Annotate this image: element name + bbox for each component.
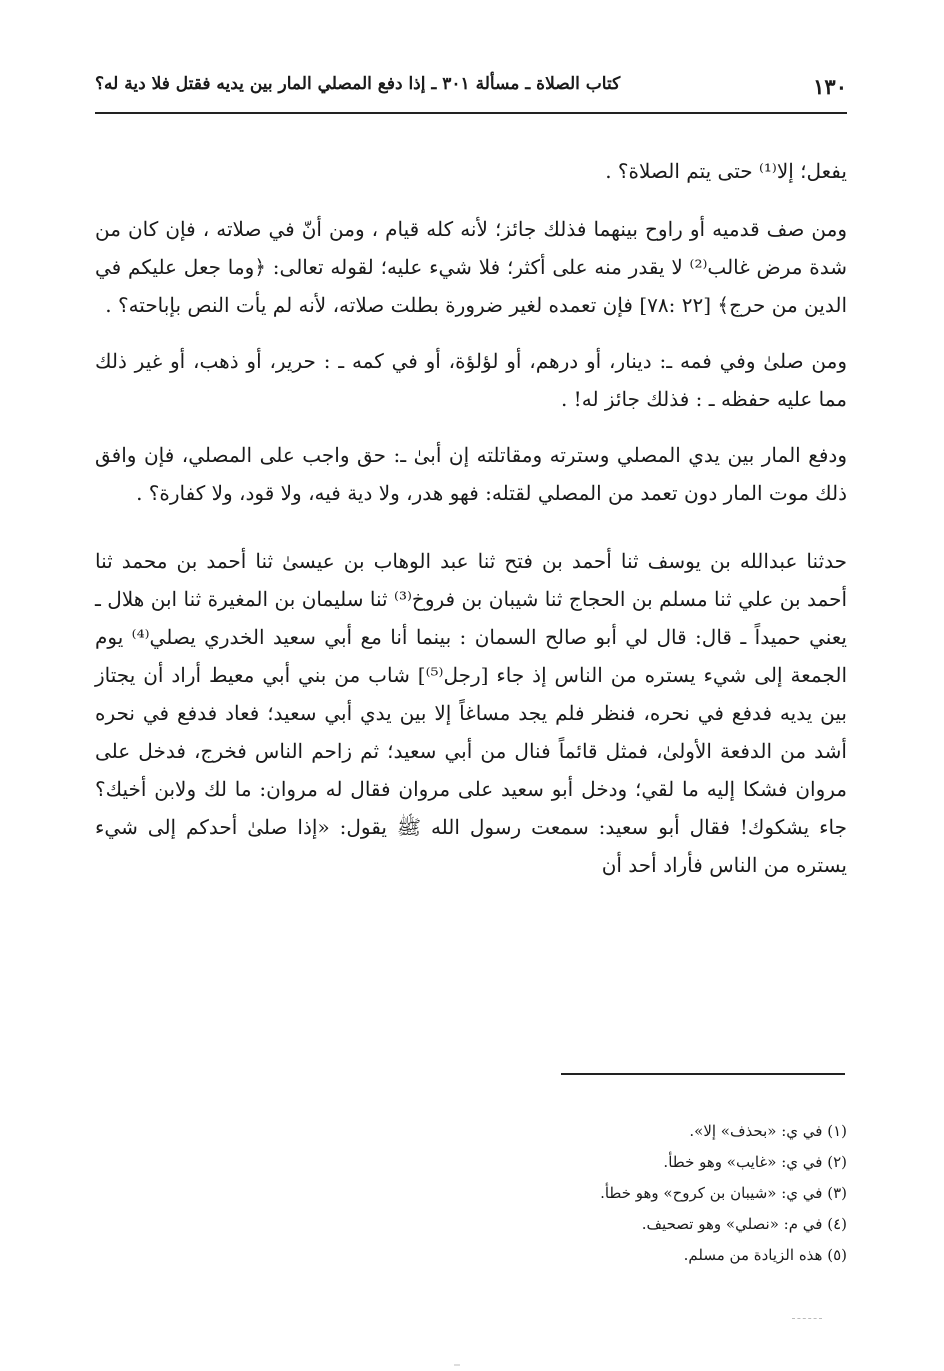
page-header (95, 60, 847, 114)
footnote-4: (٤) في م: «نصلي» وهو تصحيف. (641, 1215, 847, 1233)
footnote-5: (٥) هذه الزيادة من مسلم. (683, 1246, 847, 1264)
running-title: كتاب الصلاة ـ مسألة ٣٠١ ـ إذا دفع المصلي المار بين يديه فقتل فلا دية له؟ (95, 74, 621, 94)
paragraph-continuation: يفعل؛ إلا⁽¹⁾ حتى يتم الصلاة؟ . (605, 159, 847, 183)
footnotes (287, 1116, 847, 1271)
footnote-3: (٣) في ي: «شيبان بن كروح» وهو خطأ. (600, 1184, 847, 1202)
footnote-divider (561, 1073, 845, 1075)
paragraph-repelling-passer: ودفع المار بين يدي المصلي وسترته ومقاتلته إن أبىٰ ـ: حق واجب على المصلي، فإن وافق ذلك موت المار دون تعمد من المصلي لقتله: فهو هدر، ولا دية فيه، ولا قود، ولا كفارة؟ . (95, 443, 847, 505)
paragraph-hadith-chain: حدثنا عبدالله بن يوسف ثنا أحمد بن فتح ثنا عبد الوهاب بن عيسىٰ ثنا أحمد بن محمد ثنا أحمد بن علي ثنا مسلم بن الحجاج ثنا شيبان بن فروخ⁽³⁾ ثنا سليمان بن المغيرة ثنا ابن هلال ـ يعني حميداً ـ قال: قال لي أبو صالح السمان : بينما أنا مع أبي سعيد الخدري يصلي⁽⁴⁾ يوم الجمعة إلى شيء يستره من الناس إذ جاء [رجل⁽⁵⁾] شاب من بني أبي معيط أراد أن يجتاز بين يديه فدفع في نحره، فنظر فلم يجد مساغاً إلا بين يدي أبي سعيد؛ فعاد فدفع في نحره أشد من الدفعة الأولىٰ، فمثل قائماً فنال من أبي سعيد؛ ثم زاحم الناس فخرج، فدخل على مروان فشكا إليه ما لقي؛ ودخل أبو سعيد على مروان فقال له مروان: ما لك ولابن أخيك؟ جاء يشكوك! فقال أبو سعيد: سمعت رسول الله ﷺ يقول: «إذا صلىٰ أحدكم إلى شيء يستره من الناس فأراد أحد أن (95, 549, 847, 877)
paragraph-mouth-items: ومن صلىٰ وفي فمه ـ: دينار، أو درهم، أو لؤلؤة، أو في كمه ـ : حرير، أو ذهب، أو غير ذلك مما عليه حفظه ـ : فذلك جائز له! . (95, 349, 847, 411)
scan-smudge (792, 1318, 822, 1319)
scan-mark (454, 1364, 460, 1366)
footnote-1: (١) في ي: «بحذف» إلا». (689, 1122, 847, 1140)
main-text (95, 152, 847, 884)
book-page (95, 60, 847, 902)
paragraph-standing: ومن صف قدميه أو راوح بينهما فذلك جائز؛ لأنه كله قيام ، ومن أنّ في صلاته ، فإن كان من شدة مرض غالب⁽²⁾ لا يقدر منه على أكثر؛ فلا شيء عليه؛ لقوله تعالى: ﴿وما جعل عليكم في الدين من حرج﴾ [٢٢ :٧٨] فإن تعمده لغير ضرورة بطلت صلاته، لأنه لم يأت النص بإباحته؟ . (95, 217, 848, 317)
page-number: ١٣٠ (813, 74, 847, 99)
footnote-2: (٢) في ي: «غايب» وهو خطأ. (663, 1153, 847, 1171)
